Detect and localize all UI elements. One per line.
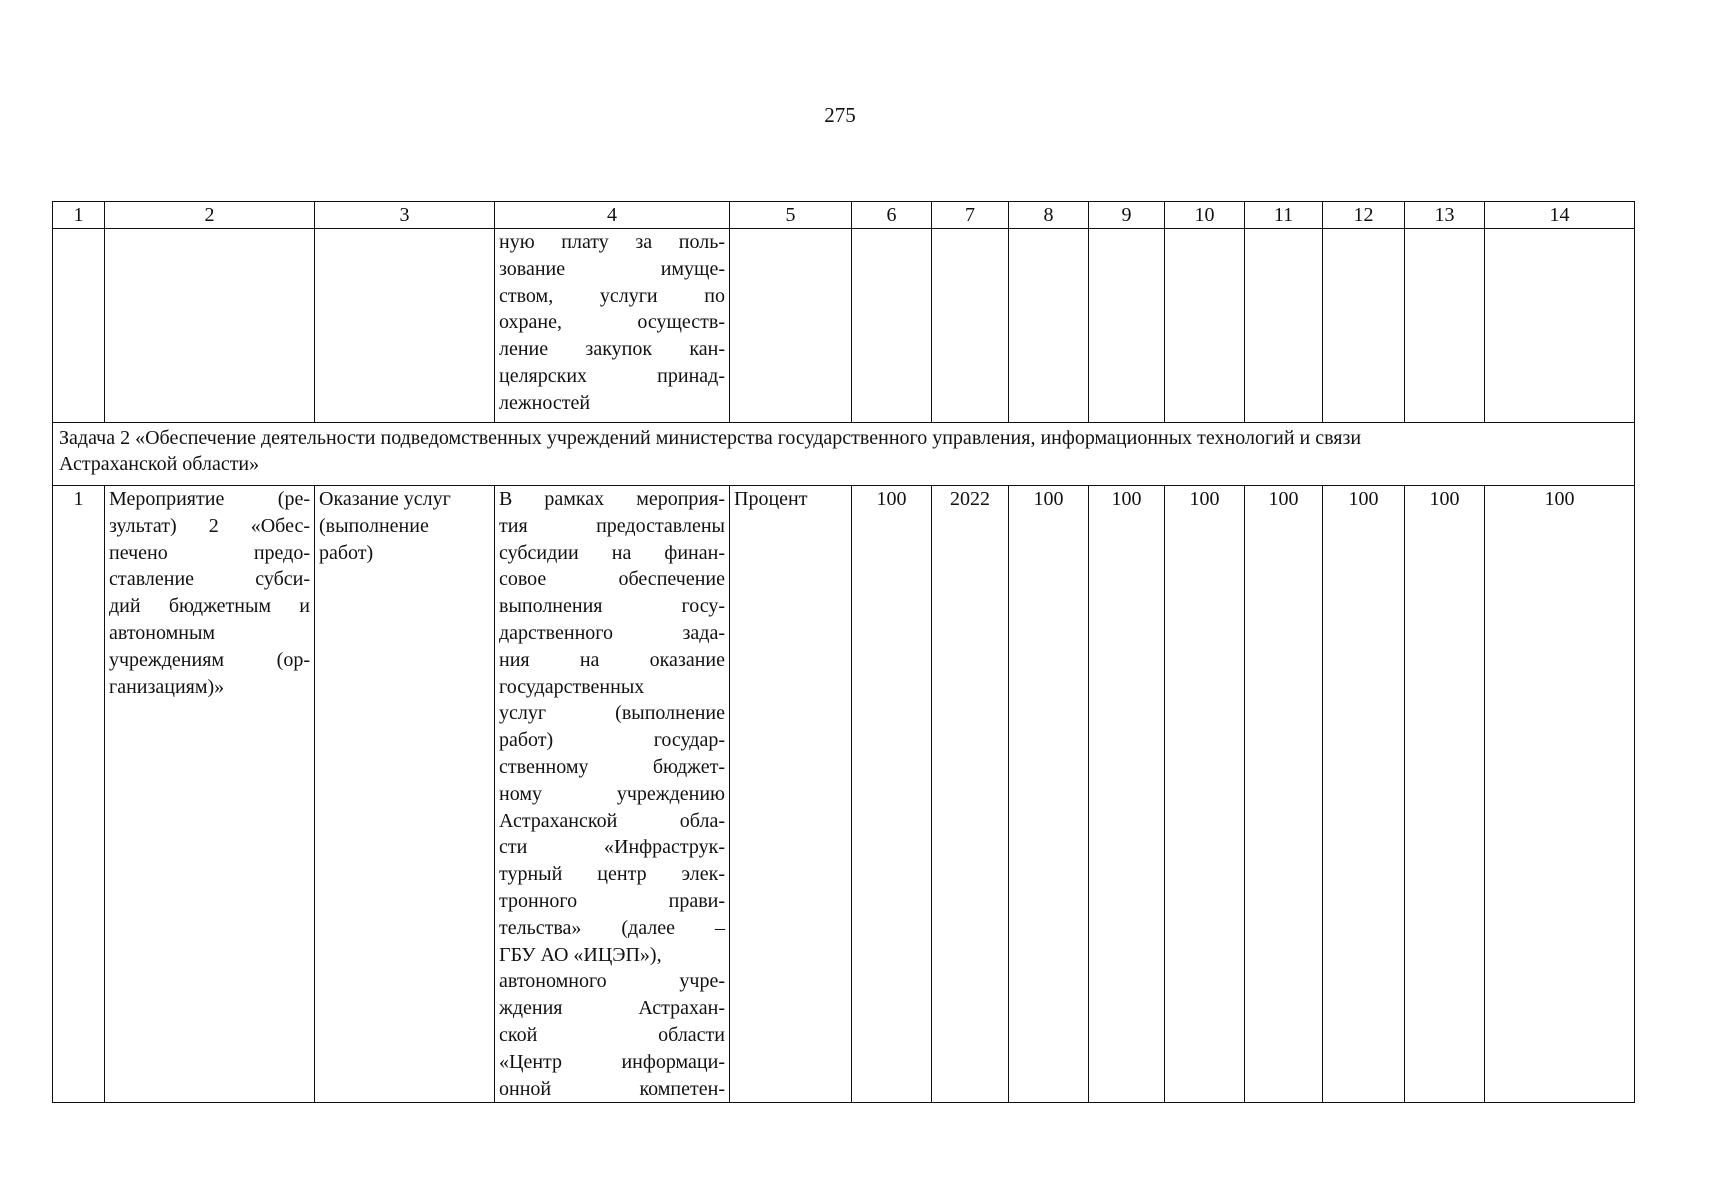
text-line: ставление субси- bbox=[109, 568, 310, 591]
text-line: ление закупок кан- bbox=[499, 338, 725, 361]
empty-cell bbox=[730, 229, 852, 423]
page-number: 275 bbox=[824, 103, 856, 127]
text-line: турный центр элек- bbox=[499, 863, 725, 886]
text-line: выполнения госу- bbox=[499, 595, 725, 618]
empty-cell bbox=[1165, 229, 1245, 423]
text-line: ганизациям)» bbox=[109, 675, 225, 698]
column-number: 1 bbox=[53, 202, 105, 229]
column-number: 10 bbox=[1165, 202, 1245, 229]
base-year-cell: 2022 bbox=[932, 486, 1009, 1103]
measures-table bbox=[52, 201, 1635, 1103]
text-line: лежностей bbox=[499, 391, 591, 414]
text-line: сти «Инфраструк- bbox=[499, 836, 725, 859]
empty-cell bbox=[53, 229, 105, 423]
empty-cell bbox=[1245, 229, 1323, 423]
column-number: 5 bbox=[730, 202, 852, 229]
column-number: 9 bbox=[1089, 202, 1165, 229]
text-line: совое обеспечение bbox=[499, 568, 725, 591]
text-line: государственных bbox=[499, 675, 645, 698]
text-line: зультат) 2 «Обес- bbox=[109, 514, 310, 537]
text-line: тия предоставлены bbox=[499, 514, 725, 537]
empty-cell bbox=[1089, 229, 1165, 423]
column-number: 13 bbox=[1405, 202, 1485, 229]
text-line: учреждениям (ор- bbox=[109, 648, 310, 671]
column-number: 12 bbox=[1323, 202, 1405, 229]
text-line: Оказание услуг bbox=[319, 488, 451, 510]
column-number: 2 bbox=[105, 202, 315, 229]
text-line: Мероприятие (ре- bbox=[109, 488, 310, 510]
empty-cell bbox=[1009, 229, 1089, 423]
value-cell: 100 bbox=[1009, 486, 1089, 1103]
task-row bbox=[53, 423, 1635, 486]
text-line: ную плату за поль- bbox=[499, 231, 725, 253]
text-line: целярских принад- bbox=[499, 364, 725, 387]
table-row bbox=[53, 486, 1635, 1103]
text-line: Астраханской обла- bbox=[499, 809, 725, 832]
text-line: ством, услуги по bbox=[499, 284, 725, 307]
text-line: ственному бюджет- bbox=[499, 755, 725, 778]
text-line: ждения Астрахан- bbox=[499, 997, 725, 1020]
task-heading-cell bbox=[53, 423, 1635, 486]
text-line: зование имуще- bbox=[499, 257, 725, 280]
text-line: ному учреждению bbox=[499, 782, 725, 805]
text-line: охране, осуществ- bbox=[499, 311, 725, 334]
value-cell: 100 bbox=[1089, 486, 1165, 1103]
value-cell: 100 bbox=[1405, 486, 1485, 1103]
row-number: 1 bbox=[53, 486, 105, 1103]
text-line: тельства» (далее – bbox=[499, 916, 725, 939]
value-cell: 100 bbox=[1245, 486, 1323, 1103]
measure-type-cell bbox=[315, 486, 495, 1103]
value-cell: 100 bbox=[1485, 486, 1635, 1103]
unit-cell: Процент bbox=[730, 486, 852, 1103]
text-line: ния на оказание bbox=[499, 648, 725, 671]
text-line: дий бюджетным и bbox=[109, 595, 310, 618]
value-cell: 100 bbox=[1323, 486, 1405, 1103]
column-number-row bbox=[53, 202, 1635, 229]
text-line: «Центр информаци- bbox=[499, 1050, 725, 1073]
continuation-description-cell bbox=[495, 229, 730, 423]
column-number: 8 bbox=[1009, 202, 1089, 229]
empty-cell bbox=[852, 229, 932, 423]
text-line: онной компетен- bbox=[499, 1077, 725, 1100]
empty-cell bbox=[1405, 229, 1485, 423]
text-line: ской области bbox=[499, 1023, 725, 1046]
text-line: печено предо- bbox=[109, 541, 310, 564]
text-line: работ) государ- bbox=[499, 729, 725, 752]
text-line: (выполнение bbox=[319, 514, 429, 537]
value-cell: 100 bbox=[1165, 486, 1245, 1103]
column-number: 4 bbox=[495, 202, 730, 229]
column-number: 7 bbox=[932, 202, 1009, 229]
column-number: 3 bbox=[315, 202, 495, 229]
text-line: субсидии на финан- bbox=[499, 541, 725, 564]
text-line: автономного учре- bbox=[499, 970, 725, 993]
text-line: услуг (выполнение bbox=[499, 702, 725, 725]
text-line: ГБУ АО «ИЦЭП»), bbox=[499, 943, 662, 966]
measure-name-cell bbox=[105, 486, 315, 1103]
text-line: тронного прави- bbox=[499, 889, 725, 912]
empty-cell bbox=[932, 229, 1009, 423]
text-line: В рамках мероприя- bbox=[499, 488, 725, 510]
empty-cell bbox=[105, 229, 315, 423]
column-number: 14 bbox=[1485, 202, 1635, 229]
empty-cell bbox=[315, 229, 495, 423]
continuation-row bbox=[53, 229, 1635, 423]
base-value-cell: 100 bbox=[852, 486, 932, 1103]
task-heading-line: Задача 2 «Обеспечение деятельности подведомственных учреждений министерства государственного управления, информационных технологий и связи bbox=[59, 427, 1362, 449]
empty-cell bbox=[1323, 229, 1405, 423]
measure-description-cell bbox=[495, 486, 730, 1103]
column-number: 6 bbox=[852, 202, 932, 229]
empty-cell bbox=[1485, 229, 1635, 423]
column-number: 11 bbox=[1245, 202, 1323, 229]
text-line: дарственного зада- bbox=[499, 621, 725, 644]
text-line: автономным bbox=[109, 621, 216, 644]
text-line: работ) bbox=[319, 541, 374, 564]
task-heading-line: Астраханской области» bbox=[59, 453, 260, 475]
